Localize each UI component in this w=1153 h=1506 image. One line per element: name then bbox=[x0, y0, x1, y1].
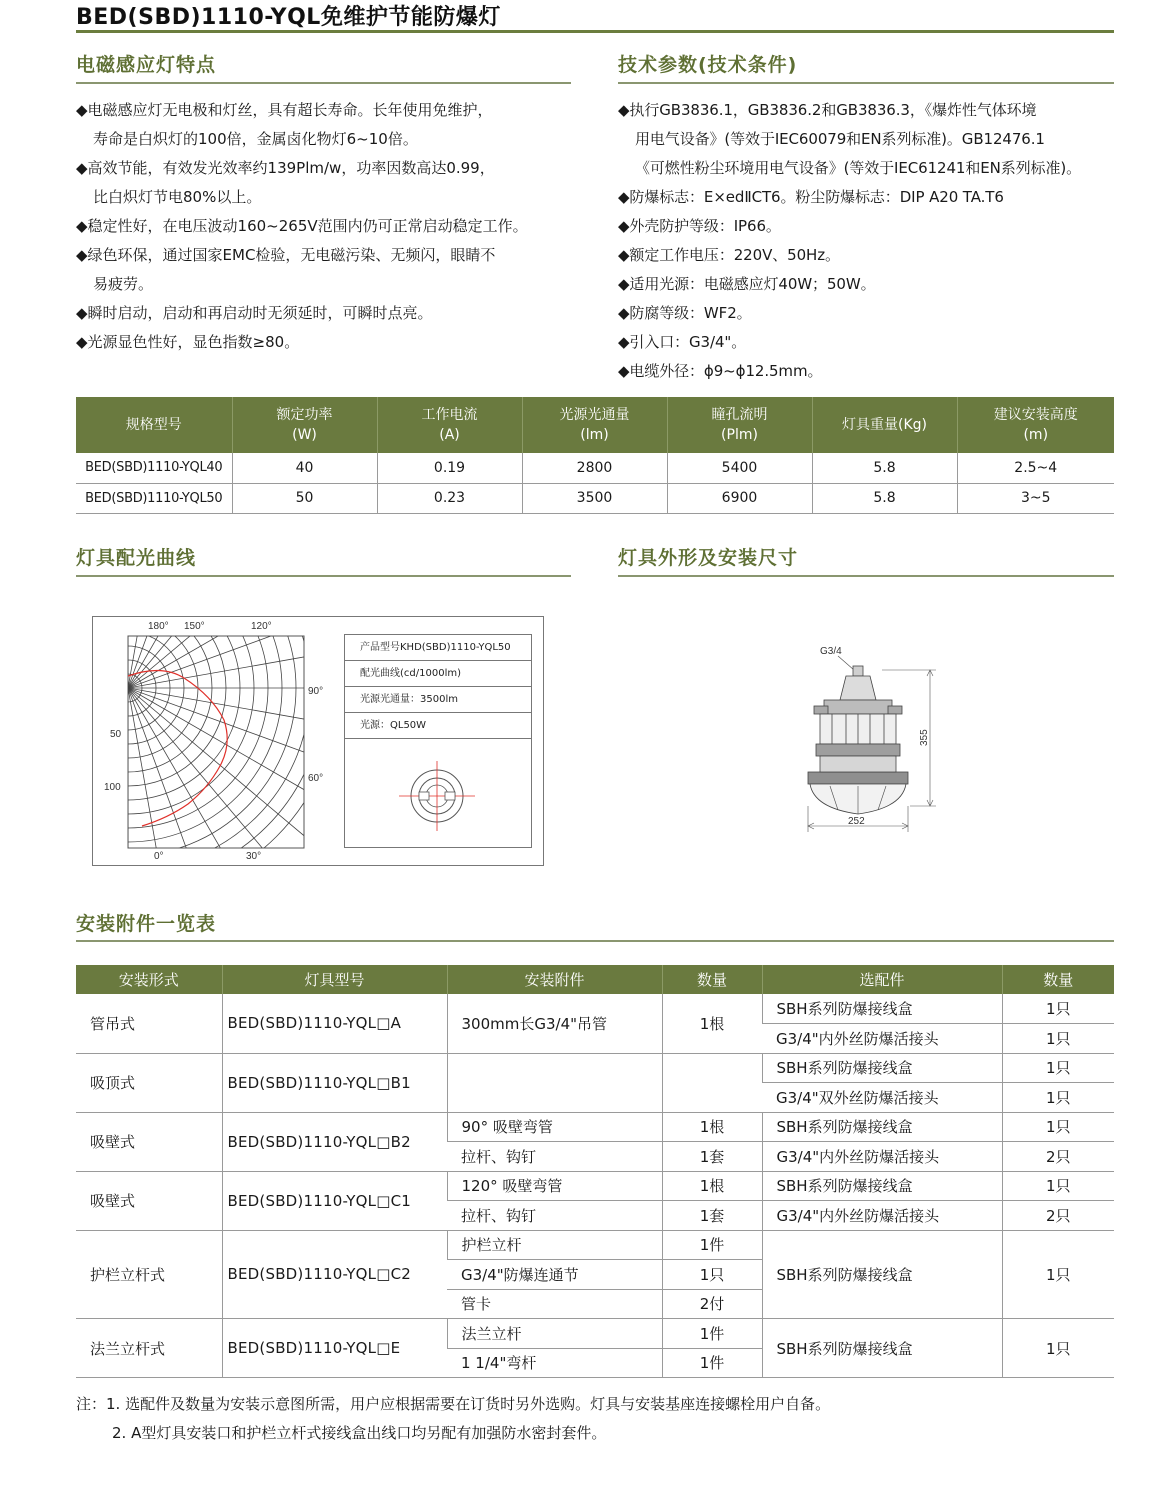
acc-part-qty: 2付 bbox=[662, 1289, 762, 1319]
acc-option-qty: 2只 bbox=[1002, 1201, 1114, 1231]
acc-part-qty: 1只 bbox=[662, 1260, 762, 1290]
acc-header-0: 安装形式 bbox=[76, 965, 222, 994]
spec-header-5-line-0: 灯具重量(Kg) bbox=[842, 417, 927, 433]
acc-row bbox=[76, 1230, 1114, 1260]
acc-form: 管吊式 bbox=[76, 994, 222, 1053]
tech-item-6-line-0: ◆引入口：G3/4"。 bbox=[618, 333, 747, 351]
acc-part-qty: 1件 bbox=[662, 1348, 762, 1378]
acc-form: 法兰立杆式 bbox=[76, 1319, 222, 1378]
spec-cell: 40 bbox=[232, 453, 377, 483]
lamp-dimension-drawing bbox=[790, 636, 950, 836]
entry-size-label: G3/4 bbox=[820, 646, 842, 657]
spec-header-1-line-1: (W) bbox=[292, 427, 317, 443]
acc-part-qty: 1根 bbox=[662, 1112, 762, 1142]
notes bbox=[76, 1390, 830, 1448]
angle-label-60: 60° bbox=[308, 773, 324, 784]
acc-part: 1 1/4"弯杆 bbox=[447, 1348, 662, 1378]
features-item-0-line-0: ◆电磁感应灯无电极和灯丝，具有超长寿命。长年使用免维护， bbox=[76, 101, 493, 119]
features-item-1-line-0: ◆高效节能，有效发光效率约139Plm/w，功率因数高达0.99， bbox=[76, 159, 495, 177]
features-item-3-line-0: ◆绿色环保，通过国家EMC检验，无电磁污染、无频闪，眼睛不 bbox=[76, 246, 496, 264]
spec-table bbox=[76, 397, 1114, 514]
spec-cell: 2800 bbox=[522, 453, 667, 483]
spec-cell: BED(SBD)1110-YQL50 bbox=[76, 483, 232, 513]
acc-option: SBH系列防爆接线盒 bbox=[762, 994, 1002, 1024]
angle-label-0: 0° bbox=[154, 851, 164, 862]
acc-part: 拉杆、钩钉 bbox=[447, 1201, 662, 1231]
features-list bbox=[76, 96, 528, 357]
note-1: 注：1. 选配件及数量为安装示意图所需，用户应根据需要在订货时另外选购。灯具与安装基座连接螺栓用户自备。 bbox=[76, 1395, 831, 1413]
spec-header-2 bbox=[377, 397, 522, 453]
spec-header-5 bbox=[812, 397, 957, 453]
acc-form: 吸壁式 bbox=[76, 1112, 222, 1171]
title-divider bbox=[76, 30, 1114, 33]
radial-label-100: 100 bbox=[104, 782, 121, 793]
acc-part: 管卡 bbox=[447, 1289, 662, 1319]
note-2: 2. A型灯具安装口和护栏立杆式接线盒出线口均另配有加强防水密封套件。 bbox=[112, 1424, 607, 1442]
angle-label-30: 30° bbox=[246, 851, 262, 862]
dims-divider bbox=[618, 575, 1114, 577]
spec-header-2-line-0: 工作电流 bbox=[421, 407, 478, 423]
spec-header-4-line-0: 瞳孔流明 bbox=[711, 407, 768, 423]
spec-header-1 bbox=[232, 397, 377, 453]
radial-label-50: 50 bbox=[110, 729, 122, 740]
tech-item-1-line-0: ◆防爆标志：E×edⅡCT6。粉尘防爆标志：DIP A20 TA.T6 bbox=[618, 188, 1004, 206]
tech-item-2-line-0: ◆外壳防护等级：IP66。 bbox=[618, 217, 781, 235]
acc-model: BED(SBD)1110-YQL□B2 bbox=[222, 1112, 447, 1171]
acc-option-qty: 1只 bbox=[1002, 1083, 1114, 1113]
acc-option: SBH系列防爆接线盒 bbox=[762, 1230, 1002, 1319]
acc-option: SBH系列防爆接线盒 bbox=[762, 1053, 1002, 1083]
spec-row bbox=[76, 453, 1114, 483]
spec-header-6-line-0: 建议安装高度 bbox=[993, 407, 1078, 423]
dims-heading: 灯具外形及安装尺寸 bbox=[618, 547, 799, 569]
curve-legend bbox=[344, 634, 532, 848]
angle-label-120: 120° bbox=[251, 621, 272, 632]
acc-part: G3/4"防爆连通节 bbox=[447, 1260, 662, 1290]
spec-header-4 bbox=[667, 397, 812, 453]
features-item-1-line-1: 比白炽灯节电80%以上。 bbox=[93, 188, 262, 206]
acc-form: 护栏立杆式 bbox=[76, 1230, 222, 1319]
acc-part: 120° 吸壁弯管 bbox=[447, 1171, 662, 1201]
acc-row bbox=[76, 1053, 1114, 1083]
acc-option-qty: 1只 bbox=[1002, 994, 1114, 1024]
curve-divider bbox=[76, 575, 571, 577]
acc-part-qty: 1根 bbox=[662, 994, 762, 1053]
tech-divider bbox=[618, 82, 1114, 84]
acc-option: G3/4"双外丝防爆活接头 bbox=[762, 1083, 1002, 1113]
acc-option-qty: 1只 bbox=[1002, 1112, 1114, 1142]
acc-option-qty: 1只 bbox=[1002, 1024, 1114, 1054]
acc-option: SBH系列防爆接线盒 bbox=[762, 1171, 1002, 1201]
acc-part: 拉杆、钩钉 bbox=[447, 1142, 662, 1172]
height-dimension-label: 355 bbox=[919, 729, 930, 746]
acc-option-qty: 2只 bbox=[1002, 1142, 1114, 1172]
spec-cell: BED(SBD)1110-YQL40 bbox=[76, 453, 232, 483]
spec-header-3-line-0: 光源光通量 bbox=[559, 407, 630, 423]
spec-header-0 bbox=[76, 397, 232, 453]
acc-option: SBH系列防爆接线盒 bbox=[762, 1319, 1002, 1378]
curve-heading: 灯具配光曲线 bbox=[76, 547, 197, 569]
acc-header-1: 灯具型号 bbox=[222, 965, 447, 994]
acc-model: BED(SBD)1110-YQL□B1 bbox=[222, 1053, 447, 1112]
legend-model: 产品型号KHD(SBD)1110-YQL50 bbox=[345, 635, 531, 661]
legend-flux: 光源光通量：3500lm bbox=[345, 687, 531, 713]
spec-cell: 50 bbox=[232, 483, 377, 513]
acc-part: 300mm长G3/4"吊管 bbox=[447, 994, 662, 1053]
features-item-2-line-0: ◆稳定性好，在电压波动160~265V范围内仍可正常启动稳定工作。 bbox=[76, 217, 528, 235]
spec-header-1-line-0: 额定功率 bbox=[276, 407, 333, 423]
tech-item-4-line-0: ◆适用光源：电磁感应灯40W；50W。 bbox=[618, 275, 876, 293]
acc-model: BED(SBD)1110-YQL□A bbox=[222, 994, 447, 1053]
acc-header-5: 数量 bbox=[1002, 965, 1114, 994]
spec-header-4-line-1: (Plm) bbox=[721, 427, 758, 443]
acc-model: BED(SBD)1110-YQL□E bbox=[222, 1319, 447, 1378]
acc-model: BED(SBD)1110-YQL□C1 bbox=[222, 1171, 447, 1230]
acc-part-qty: 1根 bbox=[662, 1171, 762, 1201]
accessories-table bbox=[76, 965, 1114, 1378]
spec-cell: 0.23 bbox=[377, 483, 522, 513]
acc-part-qty: 1套 bbox=[662, 1201, 762, 1231]
tech-heading: 技术参数(技术条件) bbox=[618, 54, 798, 76]
acc-form: 吸顶式 bbox=[76, 1053, 222, 1112]
angle-label-150: 150° bbox=[184, 621, 205, 632]
features-divider bbox=[76, 82, 571, 84]
acc-row bbox=[76, 1171, 1114, 1201]
spec-cell: 2.5~4 bbox=[957, 453, 1114, 483]
acc-part: 90° 吸壁弯管 bbox=[447, 1112, 662, 1142]
spec-cell: 6900 bbox=[667, 483, 812, 513]
spec-cell: 3500 bbox=[522, 483, 667, 513]
acc-form: 吸壁式 bbox=[76, 1171, 222, 1230]
features-item-5-line-0: ◆光源显色性好，显色指数≥80。 bbox=[76, 333, 300, 351]
spec-header-0-line-0: 规格型号 bbox=[125, 417, 182, 433]
spec-cell: 5.8 bbox=[812, 453, 957, 483]
accessories-heading: 安装附件一览表 bbox=[76, 913, 217, 935]
tech-item-7-line-0: ◆电缆外径：ϕ9~ϕ12.5mm。 bbox=[618, 362, 823, 380]
features-item-3-line-1: 易疲劳。 bbox=[93, 275, 154, 293]
acc-option-qty: 1只 bbox=[1002, 1171, 1114, 1201]
tech-item-0-line-0: ◆执行GB3836.1，GB3836.2和GB3836.3，《爆炸性气体环境 bbox=[618, 101, 1037, 119]
acc-option: SBH系列防爆接线盒 bbox=[762, 1112, 1002, 1142]
acc-option-qty: 1只 bbox=[1002, 1319, 1114, 1378]
tech-item-0-line-1: 用电气设备》(等效于IEC60079和EN系列标准)。GB12476.1 bbox=[635, 130, 1045, 148]
spec-header-3 bbox=[522, 397, 667, 453]
legend-curve-unit: 配光曲线(cd/1000lm) bbox=[345, 661, 531, 687]
features-item-4-line-0: ◆瞬时启动，启动和再启动时无须延时，可瞬时点亮。 bbox=[76, 304, 433, 322]
acc-row bbox=[76, 1319, 1114, 1349]
spec-cell: 5.8 bbox=[812, 483, 957, 513]
angle-label-90: 90° bbox=[308, 686, 324, 697]
acc-part-qty: 1件 bbox=[662, 1230, 762, 1260]
tech-item-3-line-0: ◆额定工作电压：220V、50Hz。 bbox=[618, 246, 840, 264]
acc-option-qty: 1只 bbox=[1002, 1053, 1114, 1083]
spec-header-3-line-1: (lm) bbox=[580, 427, 609, 443]
tech-list bbox=[618, 96, 1081, 386]
acc-part: 护栏立杆 bbox=[447, 1230, 662, 1260]
acc-model: BED(SBD)1110-YQL□C2 bbox=[222, 1230, 447, 1319]
acc-header-4: 选配件 bbox=[762, 965, 1002, 994]
acc-option: G3/4"内外丝防爆活接头 bbox=[762, 1024, 1002, 1054]
acc-option: G3/4"内外丝防爆活接头 bbox=[762, 1201, 1002, 1231]
acc-option: G3/4"内外丝防爆活接头 bbox=[762, 1142, 1002, 1172]
spec-header-6 bbox=[957, 397, 1114, 453]
acc-header-2: 安装附件 bbox=[447, 965, 662, 994]
features-heading: 电磁感应灯特点 bbox=[76, 54, 217, 76]
lamp-top-view-icon bbox=[345, 739, 531, 847]
features-item-0-line-1: 寿命是白炽灯的100倍，金属卤化物灯6~10倍。 bbox=[93, 130, 418, 148]
acc-row bbox=[76, 994, 1114, 1024]
width-dimension-label: 252 bbox=[848, 816, 865, 827]
acc-part-qty bbox=[662, 1053, 762, 1112]
acc-row bbox=[76, 1112, 1114, 1142]
legend-source: 光源：QL50W bbox=[345, 713, 531, 739]
accessories-divider bbox=[76, 940, 1114, 942]
spec-cell: 5400 bbox=[667, 453, 812, 483]
page-title: BED(SBD)1110-YQL免维护节能防爆灯 bbox=[76, 5, 501, 30]
acc-part: 法兰立杆 bbox=[447, 1319, 662, 1349]
spec-row bbox=[76, 483, 1114, 513]
tech-item-0-line-2: 《可燃性粉尘环境用电气设备》(等效于IEC61241和EN系列标准)。 bbox=[635, 159, 1081, 177]
spec-header-6-line-1: (m) bbox=[1023, 427, 1049, 443]
acc-part bbox=[447, 1053, 662, 1112]
spec-cell: 0.19 bbox=[377, 453, 522, 483]
spec-header-2-line-1: (A) bbox=[439, 427, 460, 443]
acc-option-qty: 1只 bbox=[1002, 1230, 1114, 1319]
acc-part-qty: 1套 bbox=[662, 1142, 762, 1172]
tech-item-5-line-0: ◆防腐等级：WF2。 bbox=[618, 304, 752, 322]
angle-label-180: 180° bbox=[148, 621, 169, 632]
acc-header-3: 数量 bbox=[662, 965, 762, 994]
acc-part-qty: 1件 bbox=[662, 1319, 762, 1349]
spec-cell: 3~5 bbox=[957, 483, 1114, 513]
